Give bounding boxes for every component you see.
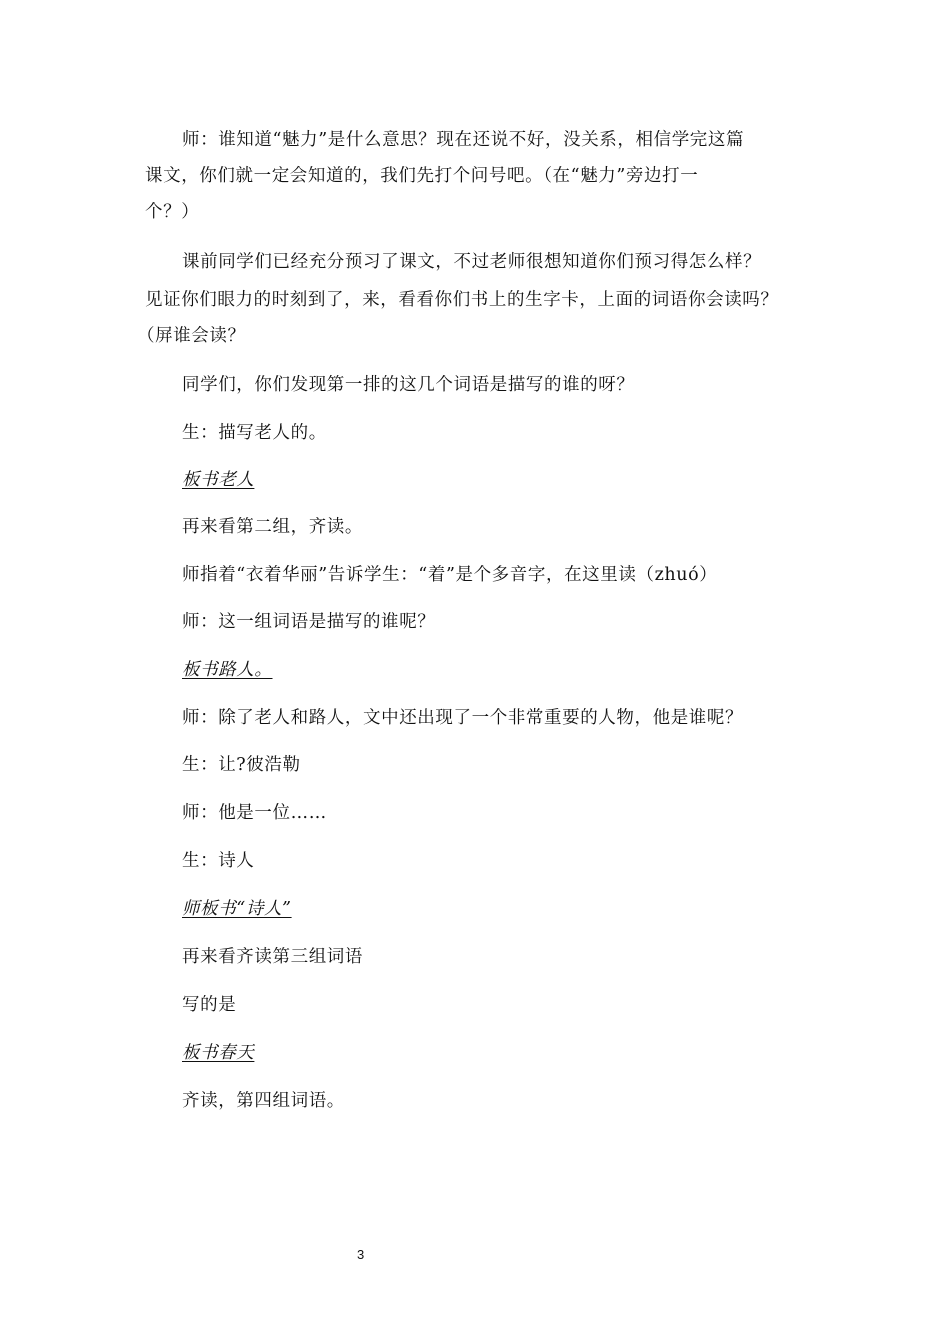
paragraph-18: 齐读，第四组词语。 xyxy=(182,1091,345,1111)
paragraph-4: 生：描写老人的。 xyxy=(182,423,327,443)
paragraph-3: 同学们，你们发现第一排的这几个词语是描写的谁的呀？ xyxy=(182,375,635,395)
paragraph-16: 写的是 xyxy=(182,995,237,1015)
paragraph-2-line-2: 见证你们眼力的时刻到了，来，看看你们书上的生字卡，上面的词语你会读吗？ xyxy=(145,290,779,310)
board-note-passersby: 板书路人。 xyxy=(182,660,273,680)
paragraph-7: 师指着“衣着华丽”告诉学生：“着”是个多音字，在这里读（zhuó） xyxy=(182,565,718,585)
paragraph-6: 再来看第二组，齐读。 xyxy=(182,517,363,537)
paragraph-13: 生：诗人 xyxy=(182,851,255,871)
paragraph-1-line-3: 个？） xyxy=(145,202,200,222)
board-note-poet: 师板书“诗人” xyxy=(182,899,292,919)
paragraph-2-line-3: （屏谁会读？ xyxy=(137,326,246,346)
paragraph-15: 再来看齐读第三组词语 xyxy=(182,947,363,967)
paragraph-11: 生：让?彼浩勒 xyxy=(182,755,301,775)
paragraph-8: 师：这一组词语是描写的谁呢？ xyxy=(182,612,436,632)
paragraph-1-line-2: 课文，你们就一定会知道的，我们先打个问号吧。（在“魅力”旁边打一 xyxy=(145,166,699,186)
page-number: 3 xyxy=(357,1247,365,1262)
board-note-spring: 板书春天 xyxy=(182,1043,255,1063)
paragraph-12: 师：他是一位…… xyxy=(182,803,327,823)
paragraph-10: 师：除了老人和路人，文中还出现了一个非常重要的人物，他是谁呢？ xyxy=(182,708,744,728)
paragraph-1-line-1: 师：谁知道“魅力”是什么意思？现在还说不好，没关系，相信学完这篇 xyxy=(182,130,745,150)
paragraph-2-line-1: 课前同学们已经充分预习了课文，不过老师很想知道你们预习得怎么样？ xyxy=(182,252,762,272)
board-note-elderly: 板书老人 xyxy=(182,470,255,490)
